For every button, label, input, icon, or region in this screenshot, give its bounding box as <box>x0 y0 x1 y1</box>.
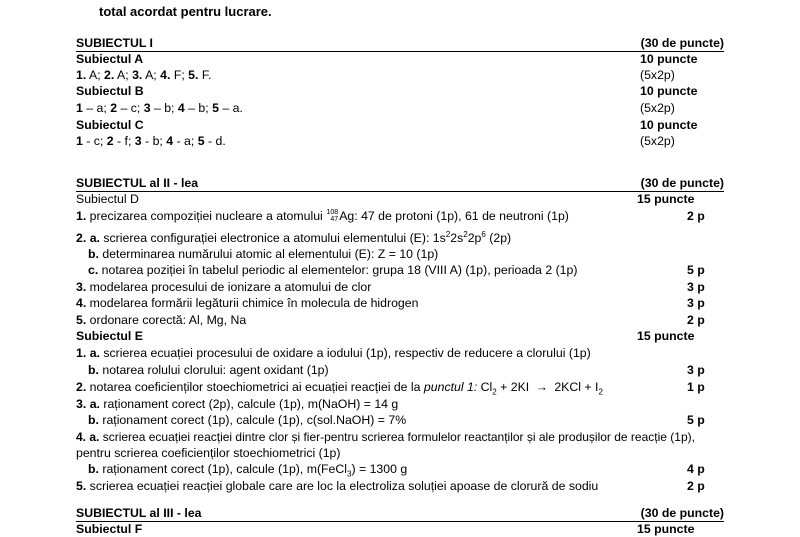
subiect-f-title: Subiectul F <box>76 522 143 536</box>
e-item-2: 2. notarea coeficienților stoechiometrici ai ecuației reacției de la punctul 1: $Cl_2 + 2KI \to 2KCl + I_2$ <box>76 380 603 397</box>
section-3-title: SUBIECTUL al III - lea <box>76 506 202 520</box>
d-item-1-score: 2 p <box>687 209 705 223</box>
e-item-4a: 4. a. scrierea ecuației reacției dintre clor și fier-pentru scrierea formulelor reactanților și ale produșilor de reacție (1p), <box>76 430 695 444</box>
subiect-d-title: Subiectul D <box>76 192 139 206</box>
d-item-4: 4. modelarea formării legăturii chimice în molecula de hidrogen <box>76 296 419 310</box>
d-item-5-score: 2 p <box>687 313 705 327</box>
e-item-4-score: 4 p <box>687 462 705 476</box>
d-item-5: 5. ordonare corectă: Al, Mg, Na <box>76 313 247 327</box>
subiect-c-title: Subiectul C <box>76 118 144 132</box>
e-item-3b: b. raționament corect (1p), calcule (1p), c(sol.NaOH) = 7% <box>88 413 407 427</box>
e-item-2-score: 1 p <box>687 380 705 394</box>
d-item-3-score: 3 p <box>687 280 705 294</box>
subiect-c-score: (5x2p) <box>640 134 675 148</box>
e-item-1b: b. notarea rolului clorului: agent oxidant (1p) <box>88 363 329 377</box>
subiect-a-answers: 1. A; 2. A; 3. A; 4. F; 5. F. <box>76 68 212 82</box>
d-item-2-score: 5 p <box>687 263 705 277</box>
e-item-5-score: 2 p <box>687 479 705 493</box>
section-2-title: SUBIECTUL al II - lea <box>76 176 199 190</box>
intro-line: total acordat pentru lucrare. <box>99 4 272 19</box>
subiect-a-score: (5x2p) <box>640 68 675 82</box>
e-item-4b: b. raționament corect (1p), calcule (1p), m(FeCl$_3$) = 1300 g <box>88 462 408 479</box>
d-item-2a: 2. a. scrierea configurației electronice a atomului elementului (E): $1s^22s^22p^6$ (2p) <box>76 229 512 245</box>
subiect-b-score: (5x2p) <box>640 101 675 115</box>
subiect-a-points: 10 puncte <box>640 52 698 66</box>
isotope-notation: 108 47 <box>326 209 339 223</box>
subiect-d-points: 15 puncte <box>637 192 695 206</box>
d-item-1: 1. precizarea compoziției nucleare a atomului 108 47 Ag: 47 de protoni (1p), 61 de neutroni (1p) <box>76 209 569 223</box>
e-item-5: 5. scrierea ecuației reacției globale care are loc la electroliza soluției apoase de clorură de sodiu <box>76 479 599 493</box>
d-item-4-score: 3 p <box>687 296 705 310</box>
d-item-2b: b. determinarea numărului atomic al elementului (E): Z = 10 (1p) <box>88 247 439 261</box>
e-item-4a-cont: pentru scrierea coeficienților stoechiometrici (1p) <box>76 446 341 460</box>
e-item-3-score: 5 p <box>687 413 705 427</box>
subiect-b-title: Subiectul B <box>76 84 144 98</box>
section-2-header <box>76 176 724 192</box>
section-3-header <box>76 506 724 522</box>
subiect-c-answers: 1 - c; 2 - f; 3 - b; 4 - a; 5 - d. <box>76 134 226 148</box>
subiect-a-title: Subiectul A <box>76 52 144 66</box>
subiect-b-answers: 1 – a; 2 – c; 3 – b; 4 – b; 5 – a. <box>76 101 243 115</box>
subiect-e-title: Subiectul E <box>76 329 143 343</box>
section-3-points: (30 de puncte) <box>640 506 724 520</box>
d-item-3: 3. modelarea procesului de ionizare a atomului de clor <box>76 280 372 294</box>
d-item-2c: c. notarea poziției în tabelul periodic al elementelor: grupa 18 (VIII A) (1p), perioada 2 (1p) <box>88 263 578 277</box>
reaction-arrow-icon: → <box>535 380 548 394</box>
section-1-title: SUBIECTUL I <box>76 36 153 50</box>
subiect-c-points: 10 puncte <box>640 118 698 132</box>
section-1-header <box>76 36 724 52</box>
e-item-3a: 3. a. raționament corect (2p), calcule (1p), m(NaOH) = 14 g <box>76 397 399 411</box>
section-2-points: (30 de puncte) <box>640 176 724 190</box>
subiect-e-points: 15 puncte <box>637 329 695 343</box>
e-item-1a: 1. a. scrierea ecuației procesului de oxidare a iodului (1p), respectiv de reducere a clorului (1p) <box>76 346 591 360</box>
subiect-f-points: 15 puncte <box>637 522 695 536</box>
e-item-1-score: 3 p <box>687 363 705 377</box>
section-1-points: (30 de puncte) <box>640 36 724 50</box>
subiect-b-points: 10 puncte <box>640 84 698 98</box>
